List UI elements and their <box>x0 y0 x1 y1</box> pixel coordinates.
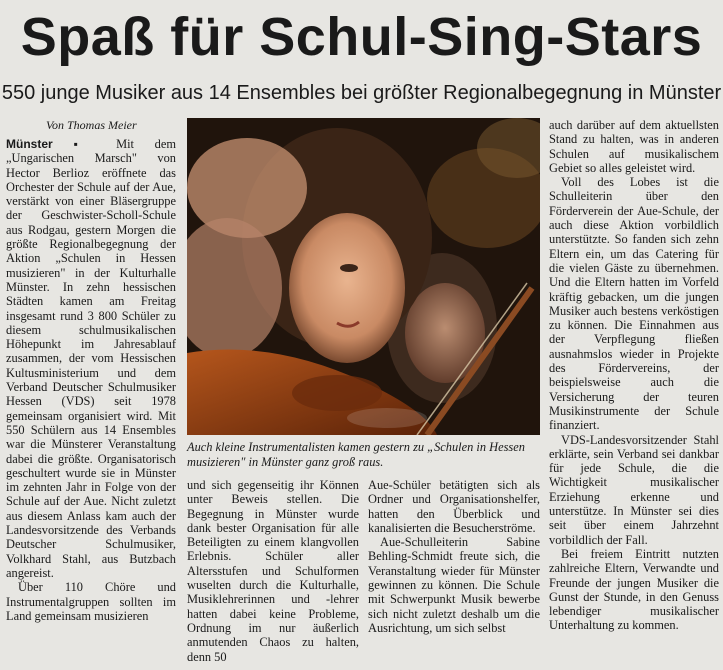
paragraph: Aue-Schulleiterin Sabine Behling-Schmidt freute sich, die Veranstaltung wieder für Münster gewinnen zu können. Die Schule mit Schwerpunkt Musik bewerbe sich nicht zuletzt deshalb um die Ausrichtung, um sich selbst <box>368 535 540 635</box>
violinist-photo <box>187 118 540 435</box>
headline: Spaß für Schul-Sing-Stars <box>20 7 703 67</box>
paragraph <box>6 137 176 580</box>
byline: Von Thomas Meier <box>46 118 137 132</box>
subheadline: 550 junge Musiker aus 14 Ensembles bei größter Regionalbegegnung in Münster <box>1 82 722 104</box>
paragraph: Über 110 Chöre und Instrumentalgruppen sollten im Land gemeinsam musizieren <box>6 580 176 623</box>
article-column-3 <box>368 478 540 635</box>
article-column-4 <box>549 118 719 633</box>
paragraph: Bei freiem Eintritt nutzten zahlreiche Eltern, Verwandte und Freunde der jungen Musiker die Gunst der Stunde, in den Genuss lebendiger musikalischer Unterhaltung zu kommen. <box>549 546 719 633</box>
paragraph: VDS-Landesvorsitzender Stahl erklärte, sein Verband sei dankbar für jede Schule, die die Wichtigkeit musikalischer Erziehung erkenne und unterstütze. In Münster sei dies seit über einem Jahrzehnt vorbildlich der Fall. <box>549 432 719 547</box>
article-photo <box>187 118 540 435</box>
paragraph: Voll des Lobes ist die Schulleiterin über den Förderverein der Aue-Schule, der auch diese Aktion vorbildlich unterstützte. So fanden sich zehn Eltern ein, um das Catering für die vielen Gäste zu übernehmen. Und die Eltern hatten im Vorfeld kräftig gebacken, um die jungen Musiker auch bestens verköstigen zu können. Die Einnahmen aus der Verpflegung fließen ausnahmslos wieder in Projekte des Fördervereins, der beispielsweise auch die Versicherung der teuren Musikinstrumente der Schule finanziert. <box>549 175 719 433</box>
paragraph: Aue-Schüler betätigten sich als Ordner und Organisationshelfer, hatten den Überblick und kanalisierten die Besucherströme. <box>368 478 540 535</box>
paragraph-text: Mit dem „Ungarischen Marsch" von Hector Berlioz eröffnete das Orchester der Schule auf der Aue, verstärkt von einer Bläsergruppe der Geschwister-Scholl-Schule aus Rodgau, gestern Morgen die größte Regionalbegegnung der Aktion „Schulen in Hessen musizieren" in der Kulturhalle Münster. In zehn hessischen Städten kamen am Freitag insgesamt rund 3 800 Schüler zu diesem schulmusikalischen Höhepunkt im Jahresablauf zusammen, der vom Hessischen Kultusministerium und dem Verband Deutscher Schulmusiker Hessen (VDS) seit 1978 gemeinsam organisiert wird. Mit 550 Schülern aus 14 Ensembles war die Münsterer Veranstaltung dabei die größte. Organisatorisch geschultert wurde sie in Münster im zehnten Jahr in Folge von der Schule auf der Aue. Nicht zuletzt aus diesem Anlass kam auch der Landesvorsitzende des Verbands Deutscher Schulmusiker, Volkhard Stahl, aus Butzbach angereist. <box>6 137 176 580</box>
article-column-1 <box>6 137 176 623</box>
photo-caption: Auch kleine Instrumentalisten kamen gestern zu „Schulen in Hessen musizieren" in Münster ganz groß raus. <box>187 440 525 469</box>
dateline: Münster ▪ <box>6 137 96 151</box>
article-column-2 <box>187 478 359 664</box>
paragraph: und sich gegenseitig ihr Können unter Beweis stellen. Die Begegnung in Münster wurde dank bester Organisation für alle Beteiligten zu einem klangvollen Erlebnis. Schüler aller Altersstufen und Schulformen wuselten durch die Kulturhalle, Musiklehrerinnen und -lehrer hatten dabei keine Probleme, Ordnung im nur äußerlich anmutenden Chaos zu halten, denn 50 <box>187 478 359 664</box>
paragraph: auch darüber auf dem aktuellsten Stand zu halten, was in anderen Schulen auf musikalischem Gebiet so alles geleistet wird. <box>549 118 719 175</box>
